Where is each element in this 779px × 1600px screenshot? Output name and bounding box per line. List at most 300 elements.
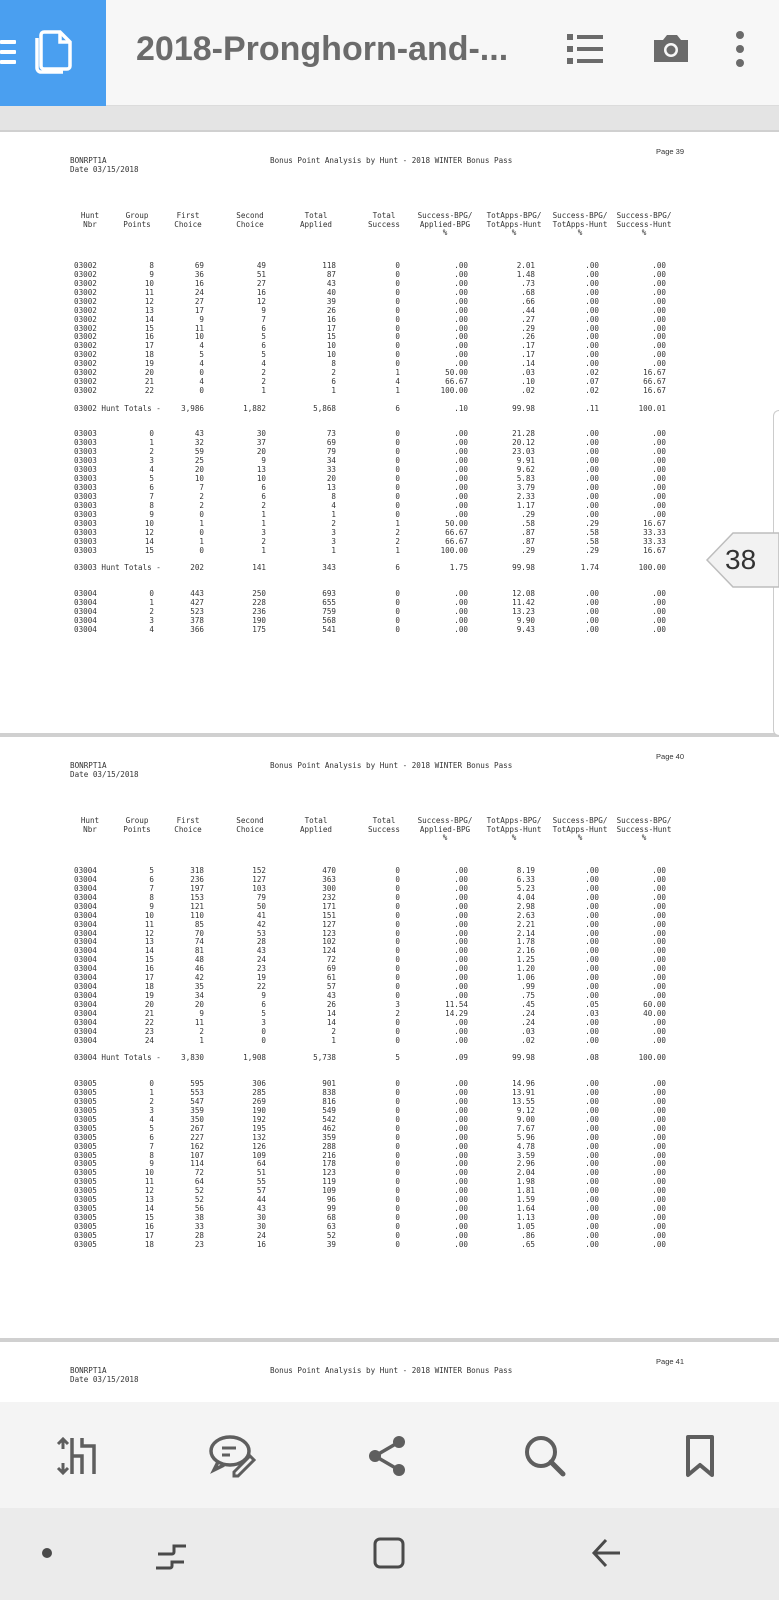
back-icon[interactable] — [590, 1536, 624, 1570]
table-row — [0, 438, 779, 447]
table-cell: 03003 — [74, 438, 97, 448]
column-header-sb-sh: Success-BPG/ Success-Hunt % — [616, 816, 672, 843]
table-cell: 99.98 — [512, 1053, 535, 1063]
table-cell: 655 — [322, 597, 336, 607]
table-cell: 11 — [194, 1017, 204, 1027]
table-row — [0, 1168, 779, 1177]
table-cell: 03003 — [74, 500, 97, 510]
table-cell: 64 — [194, 1177, 204, 1187]
column-header-sb-th: Success-BPG/ TotApps-Hunt % — [552, 211, 608, 238]
table-cell: 9 — [199, 1008, 204, 1018]
table-cell: .00 — [652, 624, 666, 634]
table-cell: 0 — [395, 991, 400, 1000]
table-cell: 3.79 — [516, 483, 535, 492]
table-cell: 126 — [252, 1141, 266, 1151]
table-cell: 542 — [322, 1114, 336, 1124]
table-cell: 4.04 — [516, 892, 535, 902]
table-cell: 190 — [252, 1105, 266, 1115]
table-row — [0, 537, 779, 546]
table-cell: 03002 — [74, 368, 97, 378]
table-cell: 1 — [199, 518, 204, 528]
table-cell: .00 — [454, 1213, 468, 1222]
table-cell: 18 — [144, 982, 154, 992]
table-cell: 16.67 — [643, 368, 666, 378]
table-row — [0, 866, 779, 875]
table-cell: 1,908 — [243, 1053, 266, 1063]
table-cell: 35 — [194, 982, 204, 992]
table-row — [0, 1097, 779, 1106]
table-cell: 0 — [395, 955, 400, 965]
recents-icon[interactable] — [154, 1538, 188, 1572]
table-cell: 03005 — [74, 1114, 97, 1124]
table-cell: 66.67 — [445, 527, 468, 537]
table-cell: .00 — [652, 1204, 666, 1214]
table-cell: 359 — [190, 1105, 204, 1115]
table-row — [0, 1036, 779, 1045]
app-bar — [0, 0, 779, 106]
table-cell: 2 — [199, 1026, 204, 1036]
table-cell: 0 — [395, 964, 400, 974]
table-cell: 100.00 — [638, 562, 666, 572]
page-indicator-tab[interactable] — [705, 532, 779, 588]
table-cell: 3 — [331, 527, 336, 537]
table-cell: .00 — [652, 892, 666, 902]
table-cell: 64 — [256, 1159, 266, 1169]
table-cell: 13 — [326, 483, 336, 492]
camera-icon[interactable] — [652, 30, 690, 68]
table-row — [0, 991, 779, 1000]
table-cell: .58 — [521, 518, 535, 528]
table-cell: 0 — [395, 296, 400, 306]
table-cell: 03004 — [74, 874, 97, 884]
table-cell: 0 — [199, 386, 204, 395]
system-nav-bar — [0, 1508, 779, 1600]
table-cell: 118 — [322, 261, 336, 270]
table-cell: 5.23 — [516, 883, 535, 893]
column-header-total-success: Total Success — [367, 816, 400, 834]
table-cell: 6 — [261, 491, 266, 501]
table-cell: 2 — [149, 1096, 154, 1106]
table-row — [0, 315, 779, 324]
table-cell: 9.12 — [516, 1105, 535, 1115]
table-cell: 19 — [144, 359, 154, 369]
table-cell: 366 — [190, 624, 204, 634]
table-cell: 03004 — [74, 901, 97, 911]
column-header-sb-ab: Success-BPG/ Applied-BPG % — [417, 816, 473, 843]
table-cell: .00 — [585, 964, 599, 974]
table-cell: .00 — [652, 1230, 666, 1240]
table-cell: 03005 — [74, 1186, 97, 1196]
table-cell: 69 — [326, 964, 336, 974]
table-cell: 2 — [199, 491, 204, 501]
table-cell: 123 — [322, 928, 336, 938]
table-cell: 81 — [194, 946, 204, 956]
table-cell: 9.00 — [516, 1114, 535, 1124]
table-cell: 03004 — [74, 982, 97, 992]
table-row — [0, 1124, 779, 1133]
table-cell: 16 — [326, 314, 336, 324]
table-cell: .73 — [521, 278, 535, 288]
table-cell: 4 — [331, 500, 336, 510]
table-cell: .00 — [652, 1195, 666, 1205]
table-cell: .00 — [585, 1123, 599, 1133]
table-cell: 100.01 — [638, 403, 666, 413]
column-header-sb-th: Success-BPG/ TotApps-Hunt % — [552, 816, 608, 843]
table-cell: 39 — [326, 1239, 336, 1249]
table-cell: .00 — [454, 901, 468, 911]
table-cell: 03004 — [74, 946, 97, 956]
table-cell: 40 — [326, 287, 336, 297]
table-cell: 9.62 — [516, 465, 535, 475]
table-cell: .07 — [585, 377, 599, 387]
table-cell: 03003 — [74, 491, 97, 501]
column-header-sb-sh: Success-BPG/ Success-Hunt % — [616, 211, 672, 238]
table-cell: 5 — [261, 1008, 266, 1018]
column-header-group: Group Points — [123, 211, 151, 229]
table-cell: 12 — [256, 296, 266, 306]
table-cell: 1.59 — [516, 1195, 535, 1205]
table-cell: 0 — [395, 1105, 400, 1115]
table-cell: 8 — [149, 892, 154, 902]
table-cell: .00 — [585, 269, 599, 279]
table-cell: 26 — [326, 1000, 336, 1009]
table-cell: 462 — [322, 1123, 336, 1133]
table-row — [0, 456, 779, 465]
table-cell: 69 — [194, 261, 204, 270]
table-cell: 8.19 — [516, 866, 535, 875]
table-cell: 43 — [326, 278, 336, 288]
table-cell: 03004 — [74, 892, 97, 902]
table-cell: 0 — [395, 332, 400, 342]
table-cell: .00 — [585, 465, 599, 475]
table-cell: 03003 — [74, 456, 97, 466]
table-cell: .03 — [521, 368, 535, 378]
table-cell: 0 — [261, 1026, 266, 1036]
table-cell: 96 — [326, 1195, 336, 1205]
table-cell: 1.64 — [516, 1204, 535, 1214]
table-cell: .00 — [652, 1096, 666, 1106]
table-cell: 20 — [144, 1000, 154, 1009]
hunt-total-label: 03002 Hunt Totals - — [74, 403, 161, 413]
table-cell: .00 — [454, 883, 468, 893]
table-cell: .00 — [585, 1168, 599, 1178]
table-cell: 100.00 — [440, 386, 468, 395]
table-cell: .00 — [585, 928, 599, 938]
table-cell: 43 — [256, 946, 266, 956]
table-cell: 0 — [395, 429, 400, 439]
table-cell: 1.05 — [516, 1221, 535, 1231]
table-cell: 110 — [190, 910, 204, 920]
table-cell: 0 — [199, 545, 204, 555]
share-icon[interactable] — [367, 1434, 409, 1478]
table-cell: .00 — [652, 278, 666, 288]
table-cell: .00 — [652, 261, 666, 270]
document-pages-button[interactable] — [0, 0, 106, 106]
table-row — [0, 1079, 779, 1088]
list-icon[interactable] — [567, 30, 605, 68]
table-cell: 2.16 — [516, 946, 535, 956]
table-cell: 03004 — [74, 1000, 97, 1009]
table-cell: 0 — [199, 527, 204, 537]
table-cell: .00 — [454, 1035, 468, 1045]
table-cell: .00 — [652, 359, 666, 369]
table-cell: 1 — [199, 1035, 204, 1045]
table-cell: 202 — [190, 562, 204, 572]
table-row — [0, 261, 779, 270]
table-cell: 13.55 — [512, 1096, 535, 1106]
table-cell: 0 — [395, 866, 400, 875]
search-icon[interactable] — [523, 1434, 567, 1478]
table-cell: .00 — [652, 866, 666, 875]
table-cell: 11 — [144, 287, 154, 297]
table-row — [0, 465, 779, 474]
table-cell: 306 — [252, 1079, 266, 1088]
table-cell: 2.33 — [516, 491, 535, 501]
table-cell: 12 — [144, 1186, 154, 1196]
table-cell: 32 — [194, 438, 204, 448]
table-cell: 34 — [194, 991, 204, 1000]
table-cell: 10 — [326, 350, 336, 360]
table-cell: 37 — [256, 438, 266, 448]
table-cell: 470 — [322, 866, 336, 875]
table-cell: .00 — [585, 323, 599, 333]
table-row — [0, 1204, 779, 1213]
table-cell: .65 — [521, 1239, 535, 1249]
table-cell: .10 — [521, 377, 535, 387]
table-cell: 03003 — [74, 509, 97, 519]
table-cell: 17 — [144, 341, 154, 351]
table-cell: 16 — [256, 1239, 266, 1249]
table-cell: .00 — [585, 883, 599, 893]
table-cell: 1 — [261, 518, 266, 528]
report-title: Bonus Point Analysis by Hunt - 2018 WINTER Bonus Pass — [270, 761, 513, 770]
table-cell: 1.13 — [516, 1213, 535, 1222]
table-cell: .00 — [652, 973, 666, 983]
table-cell: .58 — [585, 536, 599, 546]
table-cell: 43 — [194, 429, 204, 439]
table-cell: 43 — [326, 991, 336, 1000]
table-cell: 03005 — [74, 1105, 97, 1115]
reflow-icon[interactable] — [54, 1434, 98, 1478]
table-row — [0, 1009, 779, 1018]
table-cell: .00 — [652, 1186, 666, 1196]
table-cell: .00 — [652, 1123, 666, 1133]
table-cell: .29 — [585, 518, 599, 528]
table-cell: 0 — [149, 588, 154, 598]
table-cell: 5,738 — [313, 1053, 336, 1063]
table-cell: 43 — [256, 1204, 266, 1214]
hamburger-icon[interactable] — [0, 40, 16, 66]
table-cell: .00 — [652, 1150, 666, 1160]
table-row — [0, 607, 779, 616]
table-cell: 127 — [322, 919, 336, 929]
table-cell: .66 — [521, 296, 535, 306]
table-row — [0, 519, 779, 528]
table-cell: 3,830 — [181, 1053, 204, 1063]
table-cell: 03005 — [74, 1088, 97, 1097]
table-cell: 109 — [322, 1186, 336, 1196]
table-row — [0, 279, 779, 288]
table-cell: 20 — [256, 447, 266, 457]
table-cell: 7 — [261, 314, 266, 324]
report-id: BONRPT1A — [70, 156, 107, 165]
table-cell: 7 — [149, 883, 154, 893]
table-cell: 44 — [256, 1195, 266, 1205]
column-header-hunt: Hunt Nbr — [80, 211, 100, 229]
table-cell: 1,882 — [243, 403, 266, 413]
table-cell: .03 — [585, 1008, 599, 1018]
table-cell: .00 — [585, 429, 599, 439]
table-cell: 03003 — [74, 527, 97, 537]
table-cell: 18 — [144, 1239, 154, 1249]
table-cell: 03002 — [74, 296, 97, 306]
table-cell: 1 — [149, 438, 154, 448]
report-id-date — [70, 761, 139, 779]
table-cell: 0 — [395, 1114, 400, 1124]
table-cell: .00 — [652, 447, 666, 457]
table-cell: 6 — [261, 483, 266, 492]
table-cell: 1 — [261, 509, 266, 519]
table-cell: .14 — [521, 359, 535, 369]
table-cell: 14 — [144, 536, 154, 546]
table-cell: .00 — [454, 323, 468, 333]
table-cell: 3 — [149, 615, 154, 625]
table-cell: 17 — [326, 323, 336, 333]
table-cell: 10 — [256, 474, 266, 483]
table-cell: 3.59 — [516, 1150, 535, 1160]
table-cell: .00 — [454, 910, 468, 920]
comment-edit-icon[interactable] — [208, 1434, 256, 1478]
table-cell: 18 — [144, 350, 154, 360]
table-cell: 40.00 — [643, 1008, 666, 1018]
table-cell: .00 — [454, 597, 468, 607]
table-row — [0, 625, 779, 634]
table-cell: 6 — [149, 483, 154, 492]
table-cell: 8 — [331, 491, 336, 501]
table-cell: .00 — [454, 314, 468, 324]
report-id: BONRPT1A — [70, 761, 107, 770]
table-cell: 1 — [395, 545, 400, 555]
table-cell: 124 — [322, 946, 336, 956]
document-title: 2018-Pronghorn-and-... — [136, 30, 509, 68]
table-cell: 1 — [331, 509, 336, 519]
table-cell: .00 — [652, 287, 666, 297]
table-cell: 72 — [194, 1168, 204, 1178]
table-cell: 15 — [144, 1213, 154, 1222]
bookmark-icon[interactable] — [684, 1434, 716, 1478]
table-cell: 16 — [194, 278, 204, 288]
table-cell: .00 — [652, 910, 666, 920]
column-header-total-success: Total Success — [367, 211, 400, 229]
table-cell: 1 — [149, 1088, 154, 1097]
table-row — [0, 510, 779, 519]
table-row — [0, 893, 779, 902]
table-cell: 4 — [261, 359, 266, 369]
table-cell: 14 — [326, 1017, 336, 1027]
column-header-sb-ab: Success-BPG/ Applied-BPG % — [417, 211, 473, 238]
table-cell: 14.96 — [512, 1079, 535, 1088]
table-cell: 318 — [190, 866, 204, 875]
table-cell: 0 — [395, 624, 400, 634]
table-cell: 0 — [395, 597, 400, 607]
table-cell: .00 — [585, 1026, 599, 1036]
dot-icon[interactable] — [40, 1546, 54, 1560]
table-cell: .00 — [585, 1177, 599, 1187]
table-cell: .00 — [454, 1114, 468, 1124]
table-cell: .00 — [585, 474, 599, 483]
document-pages-icon — [34, 28, 74, 74]
table-cell: 03002 — [74, 269, 97, 279]
table-cell: 0 — [395, 1123, 400, 1133]
table-cell: .00 — [454, 1204, 468, 1214]
table-cell: 6 — [261, 323, 266, 333]
table-row — [0, 528, 779, 537]
table-cell: .00 — [585, 287, 599, 297]
table-cell: .29 — [521, 545, 535, 555]
table-cell: 23 — [256, 964, 266, 974]
table-cell: 4.78 — [516, 1141, 535, 1151]
table-cell: 15 — [144, 545, 154, 555]
table-cell: 4 — [199, 359, 204, 369]
table-cell: .00 — [454, 1079, 468, 1088]
table-row — [0, 332, 779, 341]
table-cell: 759 — [322, 606, 336, 616]
home-icon[interactable] — [372, 1536, 406, 1570]
table-row — [0, 875, 779, 884]
table-cell: 03002 — [74, 314, 97, 324]
table-cell: .00 — [652, 1114, 666, 1124]
table-cell: 4 — [199, 341, 204, 351]
table-cell: 0 — [395, 910, 400, 920]
table-cell: .00 — [652, 500, 666, 510]
table-cell: .00 — [585, 892, 599, 902]
table-cell: .87 — [521, 527, 535, 537]
table-cell: 03004 — [74, 991, 97, 1000]
table-cell: 20 — [144, 368, 154, 378]
table-cell: 9 — [149, 509, 154, 519]
table-cell: .00 — [454, 1096, 468, 1106]
table-cell: .00 — [454, 588, 468, 598]
table-cell: 03005 — [74, 1239, 97, 1249]
table-cell: .00 — [454, 305, 468, 315]
table-cell: 03002 — [74, 350, 97, 360]
table-cell: .00 — [652, 615, 666, 625]
table-cell: 11 — [144, 919, 154, 929]
table-cell: 9.91 — [516, 456, 535, 466]
table-row — [0, 1106, 779, 1115]
table-cell: 8 — [149, 261, 154, 270]
table-cell: .09 — [454, 1053, 468, 1063]
table-cell: 9 — [149, 901, 154, 911]
table-cell: 0 — [395, 1150, 400, 1160]
table-cell: 9 — [199, 314, 204, 324]
table-cell: .00 — [454, 447, 468, 457]
table-cell: 03004 — [74, 928, 97, 938]
table-cell: 0 — [395, 447, 400, 457]
table-cell: 34 — [326, 456, 336, 466]
table-cell: .00 — [585, 1141, 599, 1151]
table-cell: 0 — [395, 350, 400, 360]
table-cell: 13.23 — [512, 606, 535, 616]
table-cell: 52 — [194, 1186, 204, 1196]
table-cell: 50.00 — [445, 368, 468, 378]
table-cell: .00 — [652, 296, 666, 306]
table-cell: 1 — [395, 518, 400, 528]
table-cell: 03004 — [74, 588, 97, 598]
table-cell: .24 — [521, 1008, 535, 1018]
table-cell: .00 — [454, 465, 468, 475]
more-vert-icon[interactable] — [732, 30, 748, 68]
